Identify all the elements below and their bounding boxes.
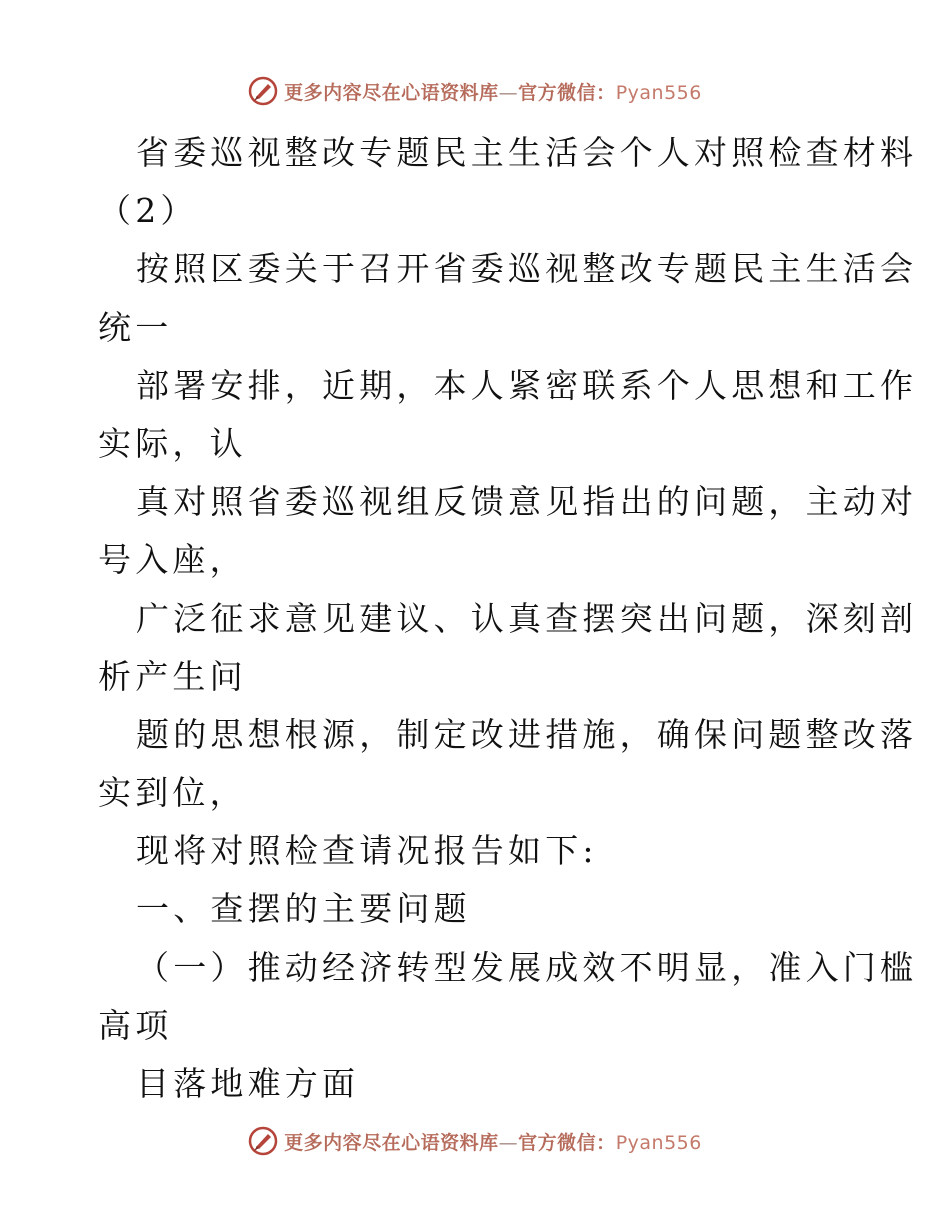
footer-watermark bbox=[0, 1124, 950, 1158]
watermark-text: 更多内容尽在心语资料库—官方微信：Pyan556 bbox=[284, 81, 702, 104]
subsection-heading: （一）推动经济转型发展成效不明显，准入门槛 bbox=[136, 947, 918, 987]
quill-seal-icon bbox=[248, 1126, 278, 1156]
paragraph-line-wrap: 号入座， bbox=[98, 540, 247, 580]
paragraph-line: 部署安排，近期，本人紧密联系个人思想和工作 bbox=[136, 365, 918, 405]
section-heading: 一、查摆的主要问题 bbox=[136, 889, 471, 929]
paragraph-line-wrap: 实到位， bbox=[98, 773, 247, 813]
watermark-text: 更多内容尽在心语资料库—官方微信：Pyan556 bbox=[284, 1131, 702, 1154]
paragraph-line: 目落地难方面 bbox=[136, 1064, 360, 1103]
header-watermark bbox=[0, 74, 950, 108]
paragraph-line: 真对照省委巡视组反馈意见指出的问题，主动对 bbox=[136, 482, 918, 522]
title-continuation: （2） bbox=[98, 191, 198, 231]
document-title: 省委巡视整改专题民主生活会个人对照检查材料 bbox=[136, 133, 918, 172]
subsection-heading-wrap: 高项 bbox=[98, 1005, 173, 1045]
paragraph-line: 现将对照检查请况报告如下: bbox=[136, 831, 598, 871]
paragraph-line-wrap: 统一 bbox=[98, 307, 173, 347]
quill-seal-icon bbox=[248, 76, 278, 106]
paragraph-line: 按照区委关于召开省委巡视整改专题民主生活会 bbox=[136, 249, 918, 289]
document-body bbox=[98, 124, 918, 1113]
paragraph-line: 广泛征求意见建议、认真查摆突出问题，深刻剖 bbox=[136, 598, 918, 638]
paragraph-line: 题的思想根源，制定改进措施，确保问题整改落 bbox=[136, 714, 918, 754]
paragraph-line-wrap: 实际，认 bbox=[98, 423, 247, 463]
paragraph-line-wrap: 析产生问 bbox=[98, 656, 247, 696]
